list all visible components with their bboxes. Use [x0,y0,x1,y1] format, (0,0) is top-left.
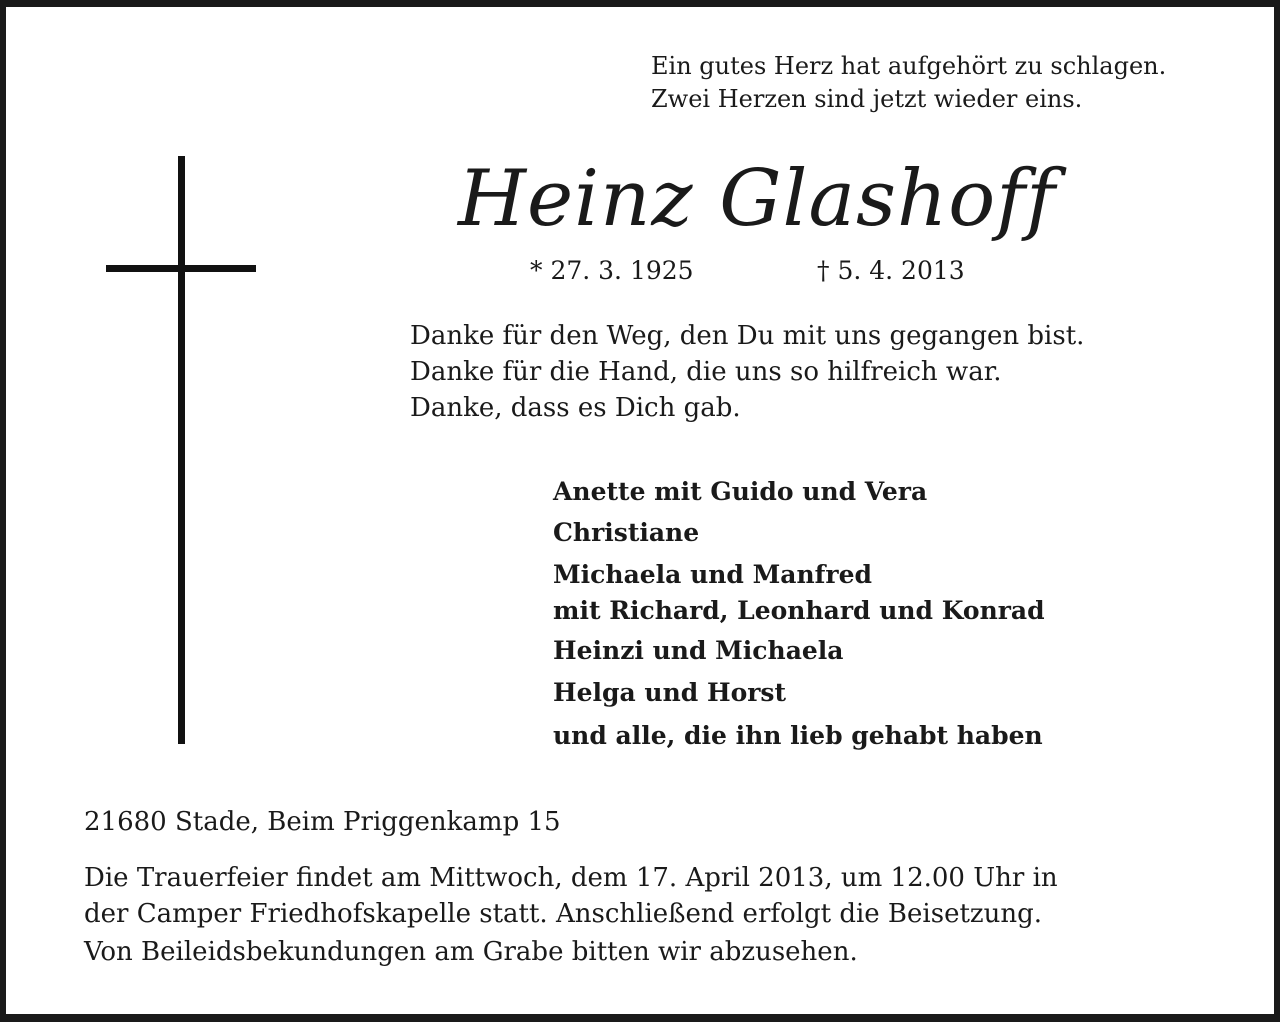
address: 21680 Stade, Beim Priggenkamp 15 [84,807,561,837]
poem [410,318,1084,426]
mourner: Anette mit Guido und Vera [553,477,928,506]
mourner: Michaela und Manfred [553,560,872,589]
mourner: Heinzi und Michaela [553,636,844,665]
motto-line-2: Zwei Herzen sind jetzt wieder eins. [651,85,1083,113]
poem-line-3: Danke, dass es Dich gab. [410,393,741,423]
poem-line-2: Danke für die Hand, die uns so hilfreich war. [410,357,1002,387]
service-line-1: Die Trauerfeier findet am Mittwoch, dem 17. April 2013, um 12.00 Uhr in [84,863,1058,893]
birth-date: * 27. 3. 1925 [530,256,694,285]
mourners-list [553,474,1045,758]
cross-horizontal-bar [106,265,256,272]
poem-line-1: Danke für den Weg, den Du mit uns gegangen bist. [410,321,1085,351]
service-line-2: der Camper Friedhofskapelle statt. Anschließend erfolgt die Beisetzung. [84,899,1043,929]
service-notice [84,860,1058,970]
mourner: Christiane [553,518,700,547]
mourner: und alle, die ihn lieb gehabt haben [553,721,1043,750]
mourner: mit Richard, Leonhard und Konrad [553,596,1045,625]
death-date: † 5. 4. 2013 [817,256,965,285]
service-line-3: Von Beileidsbekundungen am Grabe bitten wir abzusehen. [84,937,858,967]
mourner: Helga und Horst [553,678,787,707]
motto [651,50,1166,116]
deceased-name: Heinz Glashoff [458,154,1056,244]
motto-line-1: Ein gutes Herz hat aufgehört zu schlagen. [651,52,1167,80]
cross-vertical-bar [178,156,185,744]
